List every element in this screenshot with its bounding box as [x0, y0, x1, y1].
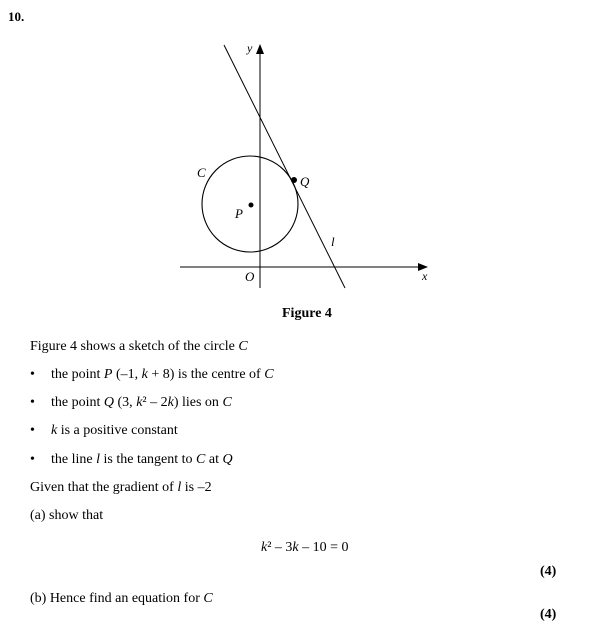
figure-4-diagram	[0, 0, 605, 300]
bullet-dot: •	[30, 423, 35, 438]
marks-part-b: (4)	[540, 607, 557, 622]
given-gradient-text: Given that the gradient of l is –2	[30, 480, 212, 495]
centre-point-p	[249, 203, 254, 208]
bullet-dot: •	[30, 452, 35, 467]
y-axis-label: y	[247, 41, 253, 55]
bullet-k-constant: • k is a positive constant	[30, 423, 178, 438]
bullet-tangent: • the line l is the tangent to C at Q	[30, 452, 233, 467]
bullet-point-q: • the point Q (3, k² – 2k) lies on C	[30, 395, 232, 410]
intro-text: Figure 4 shows a sketch of the circle C	[30, 339, 248, 354]
part-b-label: (b) Hence find an equation for C	[30, 591, 213, 606]
marks-part-a: (4)	[540, 564, 557, 579]
origin-label: O	[245, 269, 255, 284]
point-q-label: Q	[300, 174, 310, 189]
centre-label: P	[235, 206, 243, 221]
circle-label: C	[197, 165, 206, 180]
x-axis-label: x	[422, 269, 428, 283]
line-label: l	[331, 234, 335, 249]
y-axis-arrow	[256, 44, 264, 54]
bullet-dot: •	[30, 367, 35, 382]
point-q	[291, 177, 297, 183]
question-number: 10.	[8, 9, 25, 24]
bullet-dot: •	[30, 395, 35, 410]
equation: k² – 3k – 10 = 0	[261, 540, 349, 555]
figure-caption: Figure 4	[282, 306, 332, 321]
part-a-label: (a) show that	[30, 508, 104, 523]
bullet-centre: • the point P (–1, k + 8) is the centre of C	[30, 367, 274, 382]
